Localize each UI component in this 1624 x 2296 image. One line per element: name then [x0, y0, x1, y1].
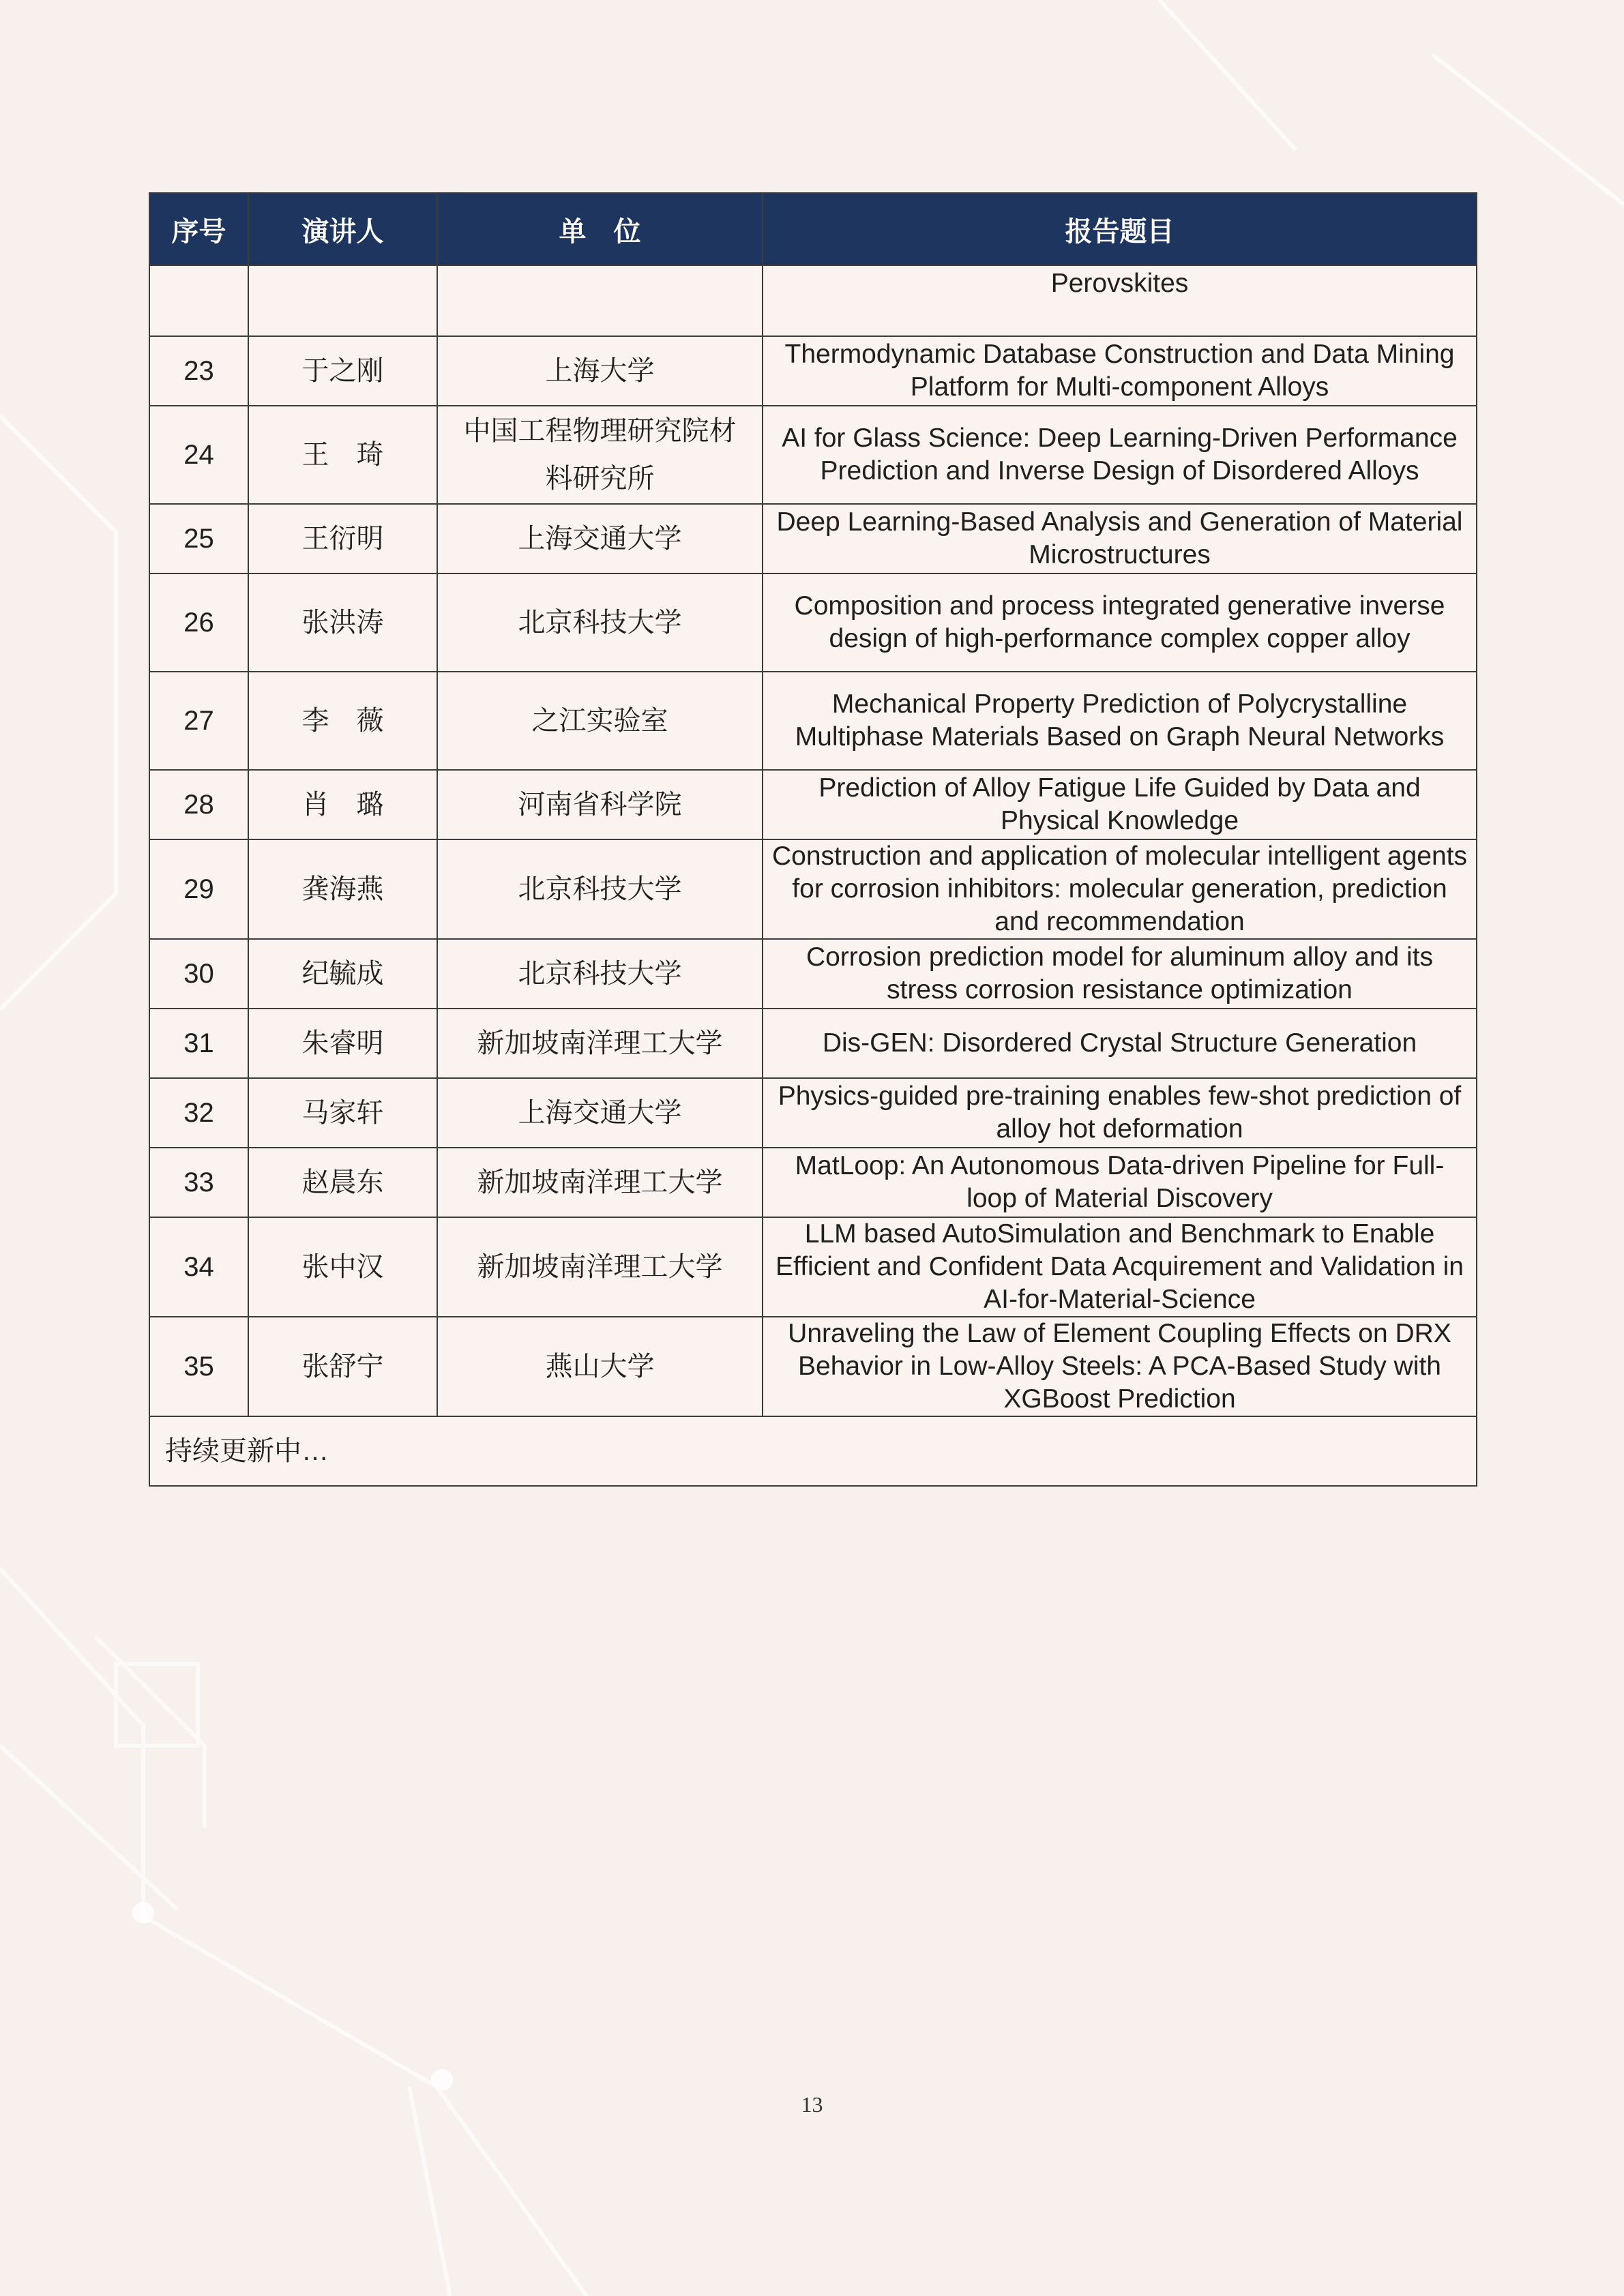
- cell-unit: 燕山大学: [437, 1317, 763, 1416]
- cell-number: 23: [149, 336, 248, 406]
- cell-unit: 上海交通大学: [437, 1078, 763, 1148]
- cell-title: Mechanical Property Prediction of Polycrystalline Multiphase Materials Based on Graph Neural Networks: [763, 672, 1477, 770]
- table-row: [149, 1009, 1477, 1078]
- update-note: 持续更新中…: [149, 1416, 1477, 1486]
- table-row: [149, 1078, 1477, 1148]
- cell-number: 29: [149, 839, 248, 939]
- table-row: [149, 336, 1477, 406]
- speaker-schedule-table: [149, 192, 1477, 1487]
- header-unit: 单 位: [437, 193, 763, 265]
- cell-title: Deep Learning-Based Analysis and Generation of Material Microstructures: [763, 504, 1477, 573]
- cell-speaker: 纪毓成: [248, 939, 437, 1009]
- cell-speaker: 李 薇: [248, 672, 437, 770]
- cell-speaker: 张洪涛: [248, 573, 437, 672]
- cell-title: LLM based AutoSimulation and Benchmark to Enable Efficient and Confident Data Acquirement and Validation in AI-for-Material-Science: [763, 1217, 1477, 1317]
- cell-unit: 新加坡南洋理工大学: [437, 1217, 763, 1317]
- cell-speaker: 马家轩: [248, 1078, 437, 1148]
- cell-title: Dis-GEN: Disordered Crystal Structure Generation: [763, 1009, 1477, 1078]
- cell-unit: 新加坡南洋理工大学: [437, 1148, 763, 1217]
- cell-number: 30: [149, 939, 248, 1009]
- table-row: [149, 939, 1477, 1009]
- table-row: [149, 504, 1477, 573]
- cell-title: Prediction of Alloy Fatigue Life Guided by Data and Physical Knowledge: [763, 770, 1477, 839]
- cell-number: 34: [149, 1217, 248, 1317]
- cell-speaker: 王衍明: [248, 504, 437, 573]
- table-row: [149, 406, 1477, 504]
- cell-speaker: 张舒宁: [248, 1317, 437, 1416]
- cell-speaker: [248, 265, 437, 336]
- cell-title: Thermodynamic Database Construction and Data Mining Platform for Multi-component Alloys: [763, 336, 1477, 406]
- cell-number: 28: [149, 770, 248, 839]
- cell-title: AI for Glass Science: Deep Learning-Driven Performance Prediction and Inverse Design of Disordered Alloys: [763, 406, 1477, 504]
- cell-speaker: 张中汉: [248, 1217, 437, 1317]
- table-row: [149, 1217, 1477, 1317]
- cell-unit: [437, 265, 763, 336]
- cell-number: [149, 265, 248, 336]
- table-row: [149, 1317, 1477, 1416]
- table-row: [149, 1148, 1477, 1217]
- header-title: 报告题目: [763, 193, 1477, 265]
- cell-number: 32: [149, 1078, 248, 1148]
- cell-unit: 北京科技大学: [437, 573, 763, 672]
- header-speaker: 演讲人: [248, 193, 437, 265]
- cell-title: Unraveling the Law of Element Coupling Effects on DRX Behavior in Low-Alloy Steels: A PCA-Based Study with XGBoost Prediction: [763, 1317, 1477, 1416]
- table-row-continuation: [149, 265, 1477, 336]
- cell-number: 24: [149, 406, 248, 504]
- cell-title: Corrosion prediction model for aluminum alloy and its stress corrosion resistance optimization: [763, 939, 1477, 1009]
- cell-title: Physics-guided pre-training enables few-shot prediction of alloy hot deformation: [763, 1078, 1477, 1148]
- table-footer-row: [149, 1416, 1477, 1486]
- table-row: [149, 573, 1477, 672]
- cell-title: Construction and application of molecular intelligent agents for corrosion inhibitors: molecular generation, prediction and recommendation: [763, 839, 1477, 939]
- cell-unit: 之江实验室: [437, 672, 763, 770]
- cell-speaker: 于之刚: [248, 336, 437, 406]
- cell-speaker: 赵晨东: [248, 1148, 437, 1217]
- page-number: 13: [801, 2092, 823, 2117]
- cell-unit: 新加坡南洋理工大学: [437, 1009, 763, 1078]
- cell-title: Perovskites: [763, 265, 1477, 336]
- header-number: 序号: [149, 193, 248, 265]
- cell-title: MatLoop: An Autonomous Data-driven Pipeline for Full-loop of Material Discovery: [763, 1148, 1477, 1217]
- cell-title: Composition and process integrated generative inverse design of high-performance complex copper alloy: [763, 573, 1477, 672]
- cell-unit: 上海交通大学: [437, 504, 763, 573]
- table-header-row: [149, 193, 1477, 265]
- cell-number: 25: [149, 504, 248, 573]
- cell-number: 33: [149, 1148, 248, 1217]
- cell-number: 27: [149, 672, 248, 770]
- cell-unit: 上海大学: [437, 336, 763, 406]
- table-row: [149, 770, 1477, 839]
- cell-unit: 北京科技大学: [437, 939, 763, 1009]
- cell-unit: 河南省科学院: [437, 770, 763, 839]
- cell-speaker: 龚海燕: [248, 839, 437, 939]
- table-row: [149, 672, 1477, 770]
- cell-speaker: 朱睿明: [248, 1009, 437, 1078]
- cell-number: 35: [149, 1317, 248, 1416]
- cell-number: 26: [149, 573, 248, 672]
- cell-unit: 北京科技大学: [437, 839, 763, 939]
- cell-speaker: 王 琦: [248, 406, 437, 504]
- cell-number: 31: [149, 1009, 248, 1078]
- table-row: [149, 839, 1477, 939]
- cell-speaker: 肖 璐: [248, 770, 437, 839]
- cell-unit: 中国工程物理研究院材料研究所: [437, 406, 763, 504]
